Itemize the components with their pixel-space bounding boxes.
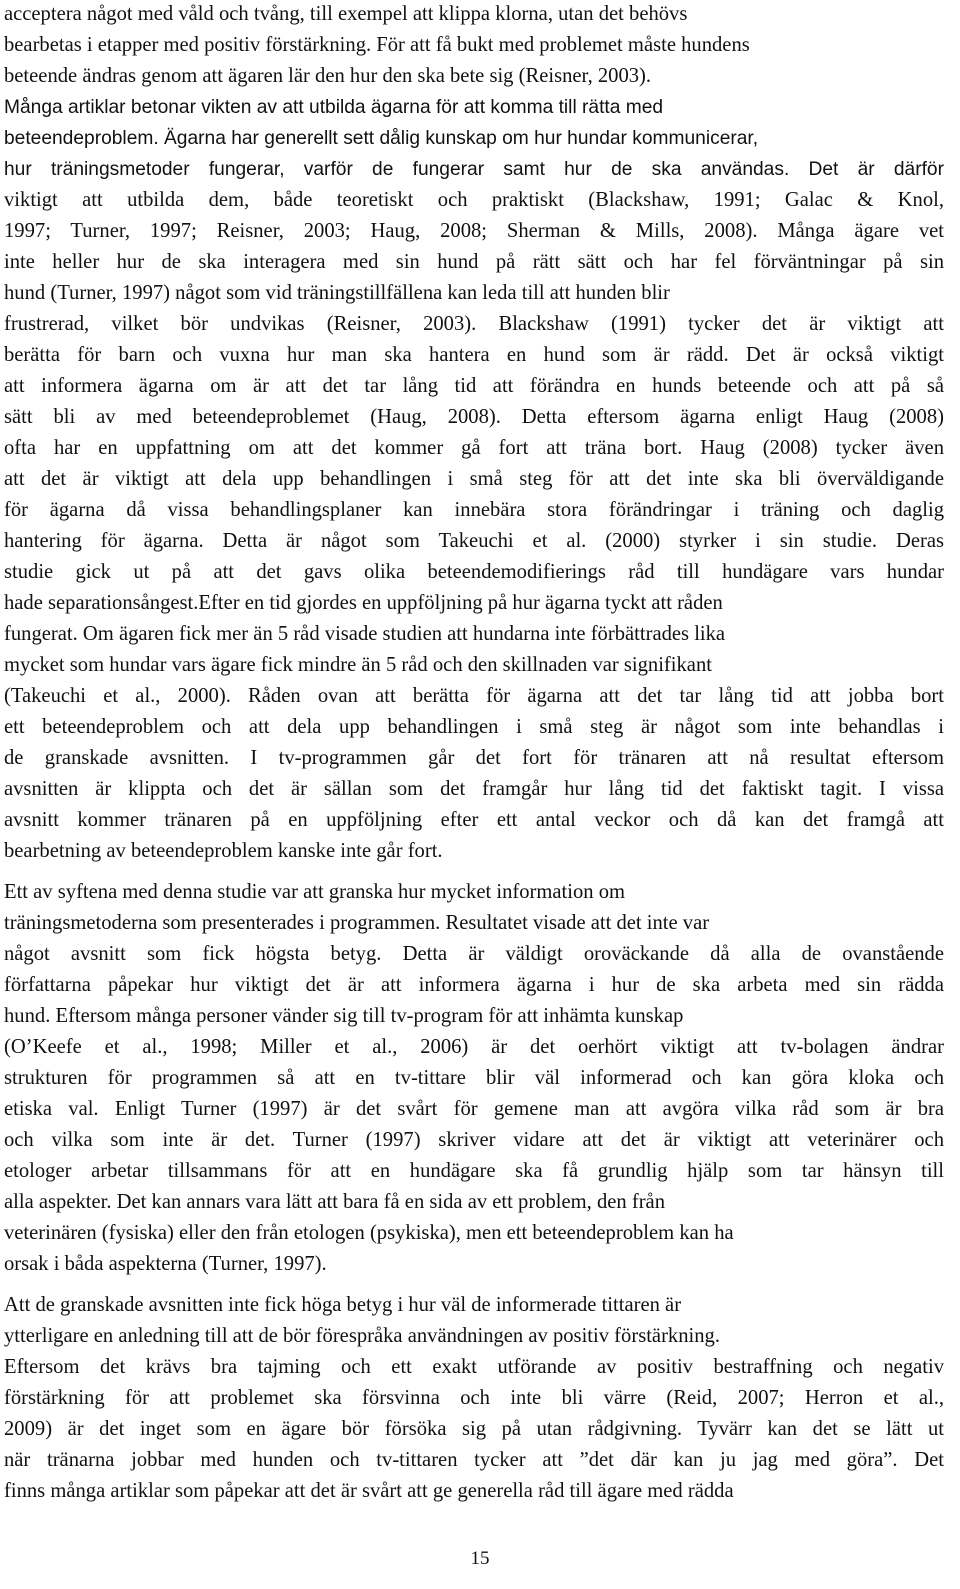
- text-line: 2009) är det inget som en ägare bör försöka sig på utan rådgivning. Tyvärr kan det se lätt ut: [4, 1418, 944, 1440]
- text-line: ytterligare en anledning till att de bör förespråka användningen av positiv förstärkning.: [4, 1325, 720, 1347]
- text-line: studie gick ut på att det gavs olika beteendemodifierings råd till hundägare vars hundar: [4, 561, 944, 583]
- page-number: 15: [470, 1548, 490, 1569]
- body-paragraph: [4, 877, 944, 1280]
- text-line: och vilka som inte är det. Turner (1997) skriver vidare att det är viktigt att veterinärer och: [4, 1129, 944, 1151]
- body-paragraph: [4, 0, 944, 867]
- text-line: berätta för barn och vuxna hur man ska hantera en hund som är rädd. Det är också viktigt: [4, 344, 944, 366]
- text-line: (Takeuchi et al., 2000). Råden ovan att berätta för ägarna att det tar lång tid att jobba bort: [4, 685, 944, 707]
- text-line: avsnitt kommer tränaren på en uppföljning efter ett antal veckor och då kan det framgå att: [4, 809, 944, 831]
- text-line: träningsmetoderna som presenterades i programmen. Resultatet visade att det inte var: [4, 912, 710, 934]
- body-paragraph: [4, 1290, 944, 1507]
- text-line: avsnitten är klippta och det är sällan som det framgår hur lång tid det faktiskt tagit. I vissa: [4, 778, 944, 800]
- text-line: hur träningsmetoder fungerar, varför de fungerar samt hur de ska användas. Det är därför: [4, 159, 944, 180]
- text-line: mycket som hundar vars ägare fick mindre än 5 råd och den skillnaden var signifikant: [4, 654, 712, 676]
- text-line: frustrerad, vilket bör undvikas (Reisner, 2003). Blackshaw (1991) tycker det är viktigt att: [4, 313, 944, 335]
- text-line: att informera ägarna om är att det tar lång tid att förändra en hunds beteende och att på så: [4, 375, 944, 397]
- text-line: när tränarna jobbar med hunden och tv-tittaren tycker att ”det där kan ju jag med göra”. Det: [4, 1449, 944, 1471]
- text-line: något avsnitt som fick högsta betyg. Detta är väldigt oroväckande då alla de ovanstående: [4, 943, 944, 965]
- text-line: hantering för ägarna. Detta är något som Takeuchi et al. (2000) styrker i sin studie. Deras: [4, 530, 944, 552]
- text-line: författarna påpekar hur viktigt det är att informera ägarna i hur de ska arbeta med sin rädda: [4, 974, 944, 996]
- text-line: orsak i båda aspekterna (Turner, 1997).: [4, 1253, 327, 1275]
- text-line: för ägarna då vissa behandlingsplaner kan innebära stora förändringar i träning och daglig: [4, 499, 944, 521]
- text-line: Ett av syftena med denna studie var att granska hur mycket information om: [4, 881, 626, 903]
- text-line: förstärkning för att problemet ska försvinna och inte bli värre (Reid, 2007; Herron et al.,: [4, 1387, 944, 1409]
- text-line: beteende ändras genom att ägaren lär den hur den ska bete sig (Reisner, 2003).: [4, 65, 652, 87]
- text-line: fungerat. Om ägaren fick mer än 5 råd visade studien att hundarna inte förbättrades lika: [4, 623, 726, 645]
- text-line: de granskade avsnitten. I tv-programmen går det fort för tränaren att nå resultat eftersom: [4, 747, 944, 769]
- text-line: sätt bli av med beteendeproblemet (Haug, 2008). Detta eftersom ägarna enligt Haug (2008): [4, 406, 944, 428]
- text-line: etologer arbetar tillsammans för att en hundägare ska få grundlig hjälp som tar hänsyn till: [4, 1160, 944, 1182]
- text-line: ett beteendeproblem och att dela upp behandlingen i små steg är något som inte behandlas i: [4, 716, 944, 738]
- text-line: hade separationsångest.Efter en tid gjordes en uppföljning på hur ägarna tyckt att råden: [4, 592, 723, 614]
- text-line: beteendeproblem. Ägarna har generellt sett dålig kunskap om hur hundar kommunicerar,: [4, 128, 759, 149]
- text-line: bearbetas i etapper med positiv förstärkning. För att få bukt med problemet måste hundens: [4, 34, 750, 56]
- text-line: 1997; Turner, 1997; Reisner, 2003; Haug, 2008; Sherman & Mills, 2008). Många ägare vet: [4, 220, 944, 242]
- text-line: bearbetning av beteendeproblem kanske inte går fort.: [4, 840, 443, 862]
- text-line: viktigt att utbilda dem, både teoretiskt och praktiskt (Blackshaw, 1991; Galac & Knol,: [4, 189, 944, 211]
- text-line: Många artiklar betonar vikten av att utbilda ägarna för att komma till rätta med: [4, 97, 664, 118]
- text-line: veterinären (fysiska) eller den från etologen (psykiska), men ett beteendeproblem kan ha: [4, 1222, 734, 1244]
- text-line: hund. Eftersom många personer vänder sig till tv-program för att inhämta kunskap: [4, 1005, 684, 1027]
- text-line: strukturen för programmen så att en tv-tittare blir väl informerad och kan göra kloka och: [4, 1067, 944, 1089]
- text-line: (O’Keefe et al., 1998; Miller et al., 2006) är det oerhört viktigt att tv-bolagen ändrar: [4, 1036, 944, 1058]
- text-line: inte heller hur de ska interagera med sin hund på rätt sätt och har fel förväntningar på sin: [4, 251, 944, 273]
- text-line: acceptera något med våld och tvång, till exempel att klippa klorna, utan det behövs: [4, 3, 688, 25]
- text-line: ofta har en uppfattning om att det kommer gå fort att träna bort. Haug (2008) tycker även: [4, 437, 944, 459]
- text-line: hund (Turner, 1997) något som vid träningstillfällena kan leda till att hunden blir: [4, 282, 670, 304]
- text-line: att det är viktigt att dela upp behandlingen i små steg för att det inte ska bli överväldigande: [4, 468, 944, 490]
- text-line: Eftersom det krävs bra tajming och ett exakt utförande av positiv bestraffning och negativ: [4, 1356, 944, 1378]
- text-line: finns många artiklar som påpekar att det är svårt att ge generella råd till ägare med rädda: [4, 1480, 734, 1502]
- text-line: etiska val. Enligt Turner (1997) är det svårt för gemene man att avgöra vilka råd som är bra: [4, 1098, 944, 1120]
- text-line: alla aspekter. Det kan annars vara lätt att bara få en sida av ett problem, den från: [4, 1191, 665, 1213]
- text-line: Att de granskade avsnitten inte fick höga betyg i hur väl de informerade tittaren är: [4, 1294, 682, 1316]
